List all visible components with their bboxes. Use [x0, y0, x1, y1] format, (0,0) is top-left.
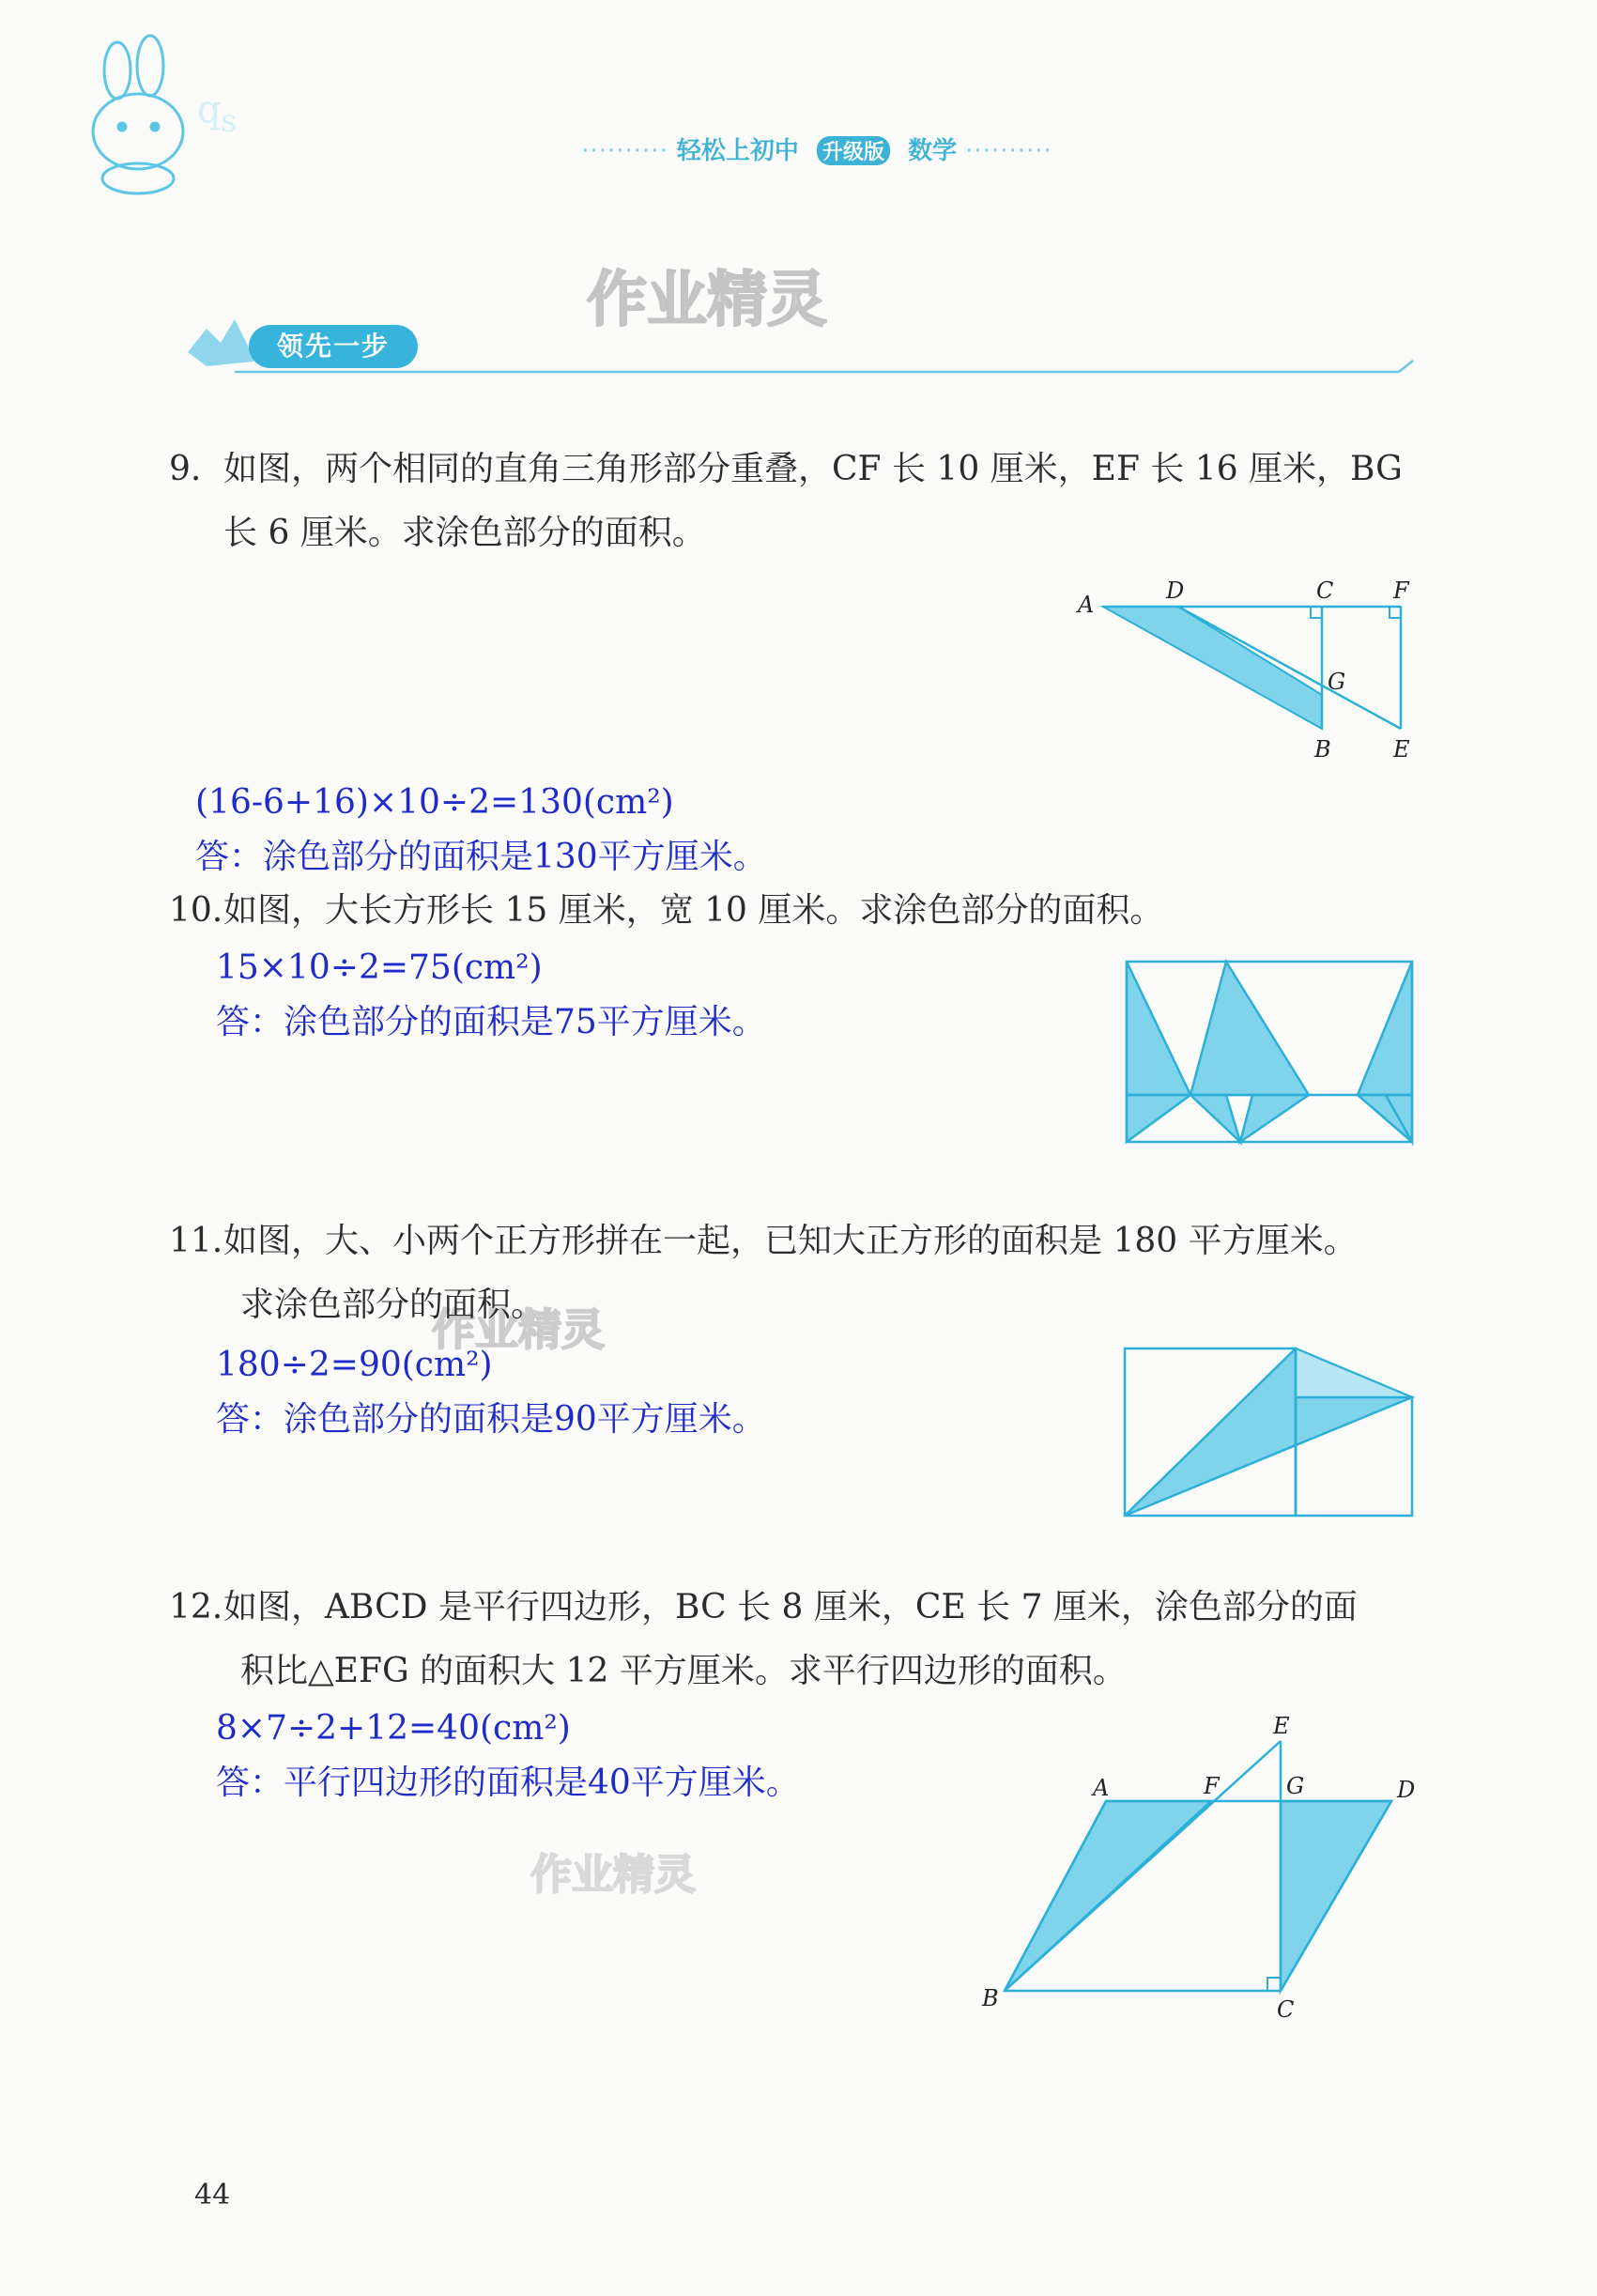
- label-A: A: [1093, 1775, 1110, 1801]
- question-10-line1: 如图，大长方形长 15 厘米，宽 10 厘米。求涂色部分的面积。: [223, 891, 1164, 930]
- question-9-line2: 长 6 厘米。求涂色部分的面积。: [223, 514, 706, 552]
- header-dots-right: ··········: [965, 137, 1052, 165]
- answer-9-formula: (16-6+16)×10÷2=130(cm²): [195, 783, 674, 822]
- answer-9: [195, 776, 767, 885]
- question-12: [169, 1576, 1427, 1703]
- edition-badge: 升级版: [817, 136, 890, 165]
- label-G: G: [1286, 1773, 1305, 1799]
- question-11-line1: 如图，大、小两个正方形拼在一起，已知大正方形的面积是 180 平方厘米。: [223, 1222, 1358, 1260]
- figure-q12: [967, 1700, 1436, 2028]
- answer-12: [216, 1702, 800, 1811]
- answer-9-text: 答：涂色部分的面积是130平方厘米。: [195, 838, 767, 876]
- question-9-line1: 如图，两个相同的直角三角形部分重叠，CF 长 10 厘米，EF 长 16 厘米，BG: [223, 450, 1403, 488]
- figure-q10: [1123, 954, 1420, 1153]
- answer-12-text: 答：平行四边形的面积是40平方厘米。: [216, 1764, 800, 1802]
- question-11: [169, 1210, 1427, 1337]
- svg-text:s: s: [221, 102, 238, 140]
- page-number: 44: [194, 2179, 231, 2211]
- label-F: F: [1393, 578, 1409, 604]
- question-9: [169, 438, 1427, 565]
- page-header: [563, 131, 1070, 166]
- question-11-number: 11.: [169, 1222, 223, 1260]
- section-title: 领先一步: [249, 325, 418, 368]
- label-D: D: [1397, 1777, 1416, 1803]
- figure-q11: [1117, 1341, 1427, 1525]
- header-dots-left: ··········: [581, 137, 668, 165]
- watermark-lower: 作业精灵: [530, 1851, 696, 1899]
- question-9-number: 9.: [169, 450, 202, 488]
- label-F: F: [1204, 1773, 1220, 1799]
- label-B: B: [1314, 736, 1331, 763]
- question-12-line2: 积比△EFG 的面积大 12 平方厘米。求平行四边形的面积。: [240, 1652, 1127, 1690]
- question-12-number: 12.: [169, 1588, 223, 1626]
- subject-title: 数学: [908, 137, 958, 165]
- label-D: D: [1166, 578, 1185, 604]
- answer-11-formula: 180÷2=90(cm²): [216, 1346, 493, 1384]
- label-G: G: [1328, 669, 1346, 695]
- label-A: A: [1078, 592, 1095, 618]
- label-E: E: [1393, 736, 1410, 763]
- question-10-number: 10.: [169, 891, 223, 930]
- label-C: C: [1316, 578, 1334, 604]
- label-C: C: [1277, 1996, 1295, 2023]
- answer-12-formula: 8×7÷2+12=40(cm²): [216, 1709, 571, 1748]
- book-title: 轻松上初中: [676, 137, 799, 165]
- question-11-line2: 求涂色部分的面积。: [240, 1286, 545, 1324]
- watermark-top: 作业精灵: [587, 266, 827, 335]
- answer-11-text: 答：涂色部分的面积是90平方厘米。: [216, 1400, 766, 1439]
- figure-q9: [1070, 573, 1446, 770]
- bunny-mascot-icon: [80, 28, 296, 197]
- watermark-middle: 作业精灵: [432, 1304, 605, 1355]
- svg-text:q: q: [197, 88, 222, 131]
- answer-11: [216, 1338, 766, 1447]
- label-E: E: [1273, 1713, 1290, 1739]
- label-B: B: [982, 1985, 999, 2011]
- answer-10: [216, 941, 766, 1050]
- question-12-line1: 如图，ABCD 是平行四边形，BC 长 8 厘米，CE 长 7 厘米，涂色部分的面: [223, 1588, 1358, 1626]
- answer-10-formula: 15×10÷2=75(cm²): [216, 948, 543, 987]
- question-10: [169, 879, 1427, 943]
- answer-10-text: 答：涂色部分的面积是75平方厘米。: [216, 1003, 766, 1041]
